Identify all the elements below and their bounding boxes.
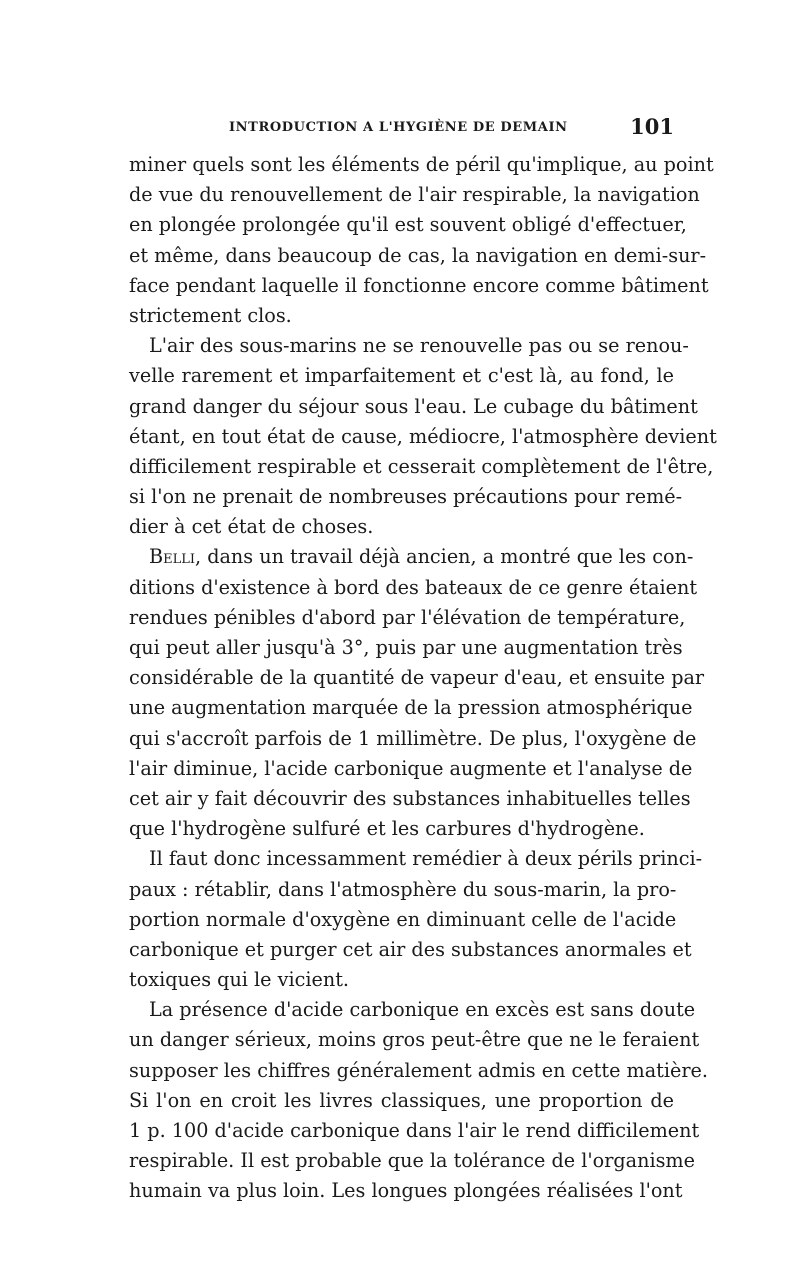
text-line: grand danger du séjour sous l'eau. Le cubage du bâtiment	[129, 394, 698, 418]
text-line: rendues pénibles d'abord par l'élévation de température,	[129, 605, 686, 629]
text-line: La présence d'acide carbonique en excès est sans doute	[149, 998, 696, 1022]
running-head	[129, 112, 674, 142]
text-line: Il faut donc incessamment remédier à deux périls princi-	[149, 847, 703, 871]
text-line: et même, dans beaucoup de cas, la navigation en demi-sur-	[129, 243, 707, 267]
text-line: en plongée prolongée qu'il est souvent obligé d'effectuer,	[129, 213, 687, 237]
author-name: Belli	[149, 545, 195, 569]
text-line: toxiques qui le vicient.	[129, 968, 350, 992]
text-line: respirable. Il est probable que la tolérance de l'organisme	[129, 1149, 695, 1173]
text-line: 1 p. 100 d'acide carbonique dans l'air le rend difficilement	[129, 1119, 700, 1142]
text-line: que l'hydrogène sulfuré et les carbures d'hydrogène.	[129, 817, 645, 841]
body-text	[129, 150, 717, 1207]
text-line: velle rarement et imparfaitement et c'est là, au fond, le	[129, 364, 674, 388]
text-line: face pendant laquelle il fonctionne encore comme bâtiment	[129, 273, 709, 297]
page-number: 101	[630, 114, 674, 139]
text-line: humain va plus loin. Les longues plongées réalisées l'ont	[129, 1179, 683, 1203]
text-line: miner quels sont les éléments de péril qu'implique, au point	[129, 153, 714, 176]
text-line: de vue du renouvellement de l'air respirable, la navigation	[129, 183, 700, 207]
text-line: difficilement respirable et cesserait complètement de l'être,	[129, 454, 714, 478]
text-line: considérable de la quantité de vapeur d'eau, et ensuite par	[129, 666, 705, 690]
text-line: carbonique et purger cet air des substances anormales et	[129, 937, 692, 961]
text-line: un danger sérieux, moins gros peut-être que ne le feraient	[129, 1028, 700, 1052]
text-line: portion normale d'oxygène en diminuant celle de l'acide	[129, 907, 677, 931]
text-line	[129, 542, 694, 572]
text-line: L'air des sous-marins ne se renouvelle pas ou se renou-	[149, 334, 689, 358]
text-line: ditions d'existence à bord des bateaux de ce genre étaient	[129, 575, 698, 599]
text-line: une augmentation marquée de la pression atmosphérique	[129, 696, 693, 720]
text-line: cet air y fait découvrir des substances inhabituelles telles	[129, 786, 691, 810]
text-line: dier à cet état de choses.	[129, 515, 374, 539]
text-line: supposer les chiffres généralement admis en cette matière.	[129, 1058, 708, 1082]
text-line: qui s'accroît parfois de 1 millimètre. De plus, l'oxygène de	[129, 726, 697, 750]
text-line: strictement clos.	[129, 303, 292, 327]
text-line: qui peut aller jusqu'à 3°, puis par une augmentation très	[129, 636, 683, 659]
running-title: INTRODUCTION A L'HYGIÈNE DE DEMAIN	[229, 120, 568, 135]
text-line: Si l'on en croit les livres classiques, une proportion de	[129, 1088, 674, 1112]
text-line: paux : rétablir, dans l'atmosphère du sous-marin, la pro-	[129, 877, 677, 901]
text-line: l'air diminue, l'acide carbonique augmente et l'analyse de	[129, 756, 693, 780]
text-line: si l'on ne prenait de nombreuses précautions pour remé-	[129, 485, 683, 509]
text-line-rest: , dans un travail déjà ancien, a montré que les con-	[195, 545, 694, 569]
text-line: étant, en tout état de cause, médiocre, l'atmosphère devient	[129, 424, 717, 448]
